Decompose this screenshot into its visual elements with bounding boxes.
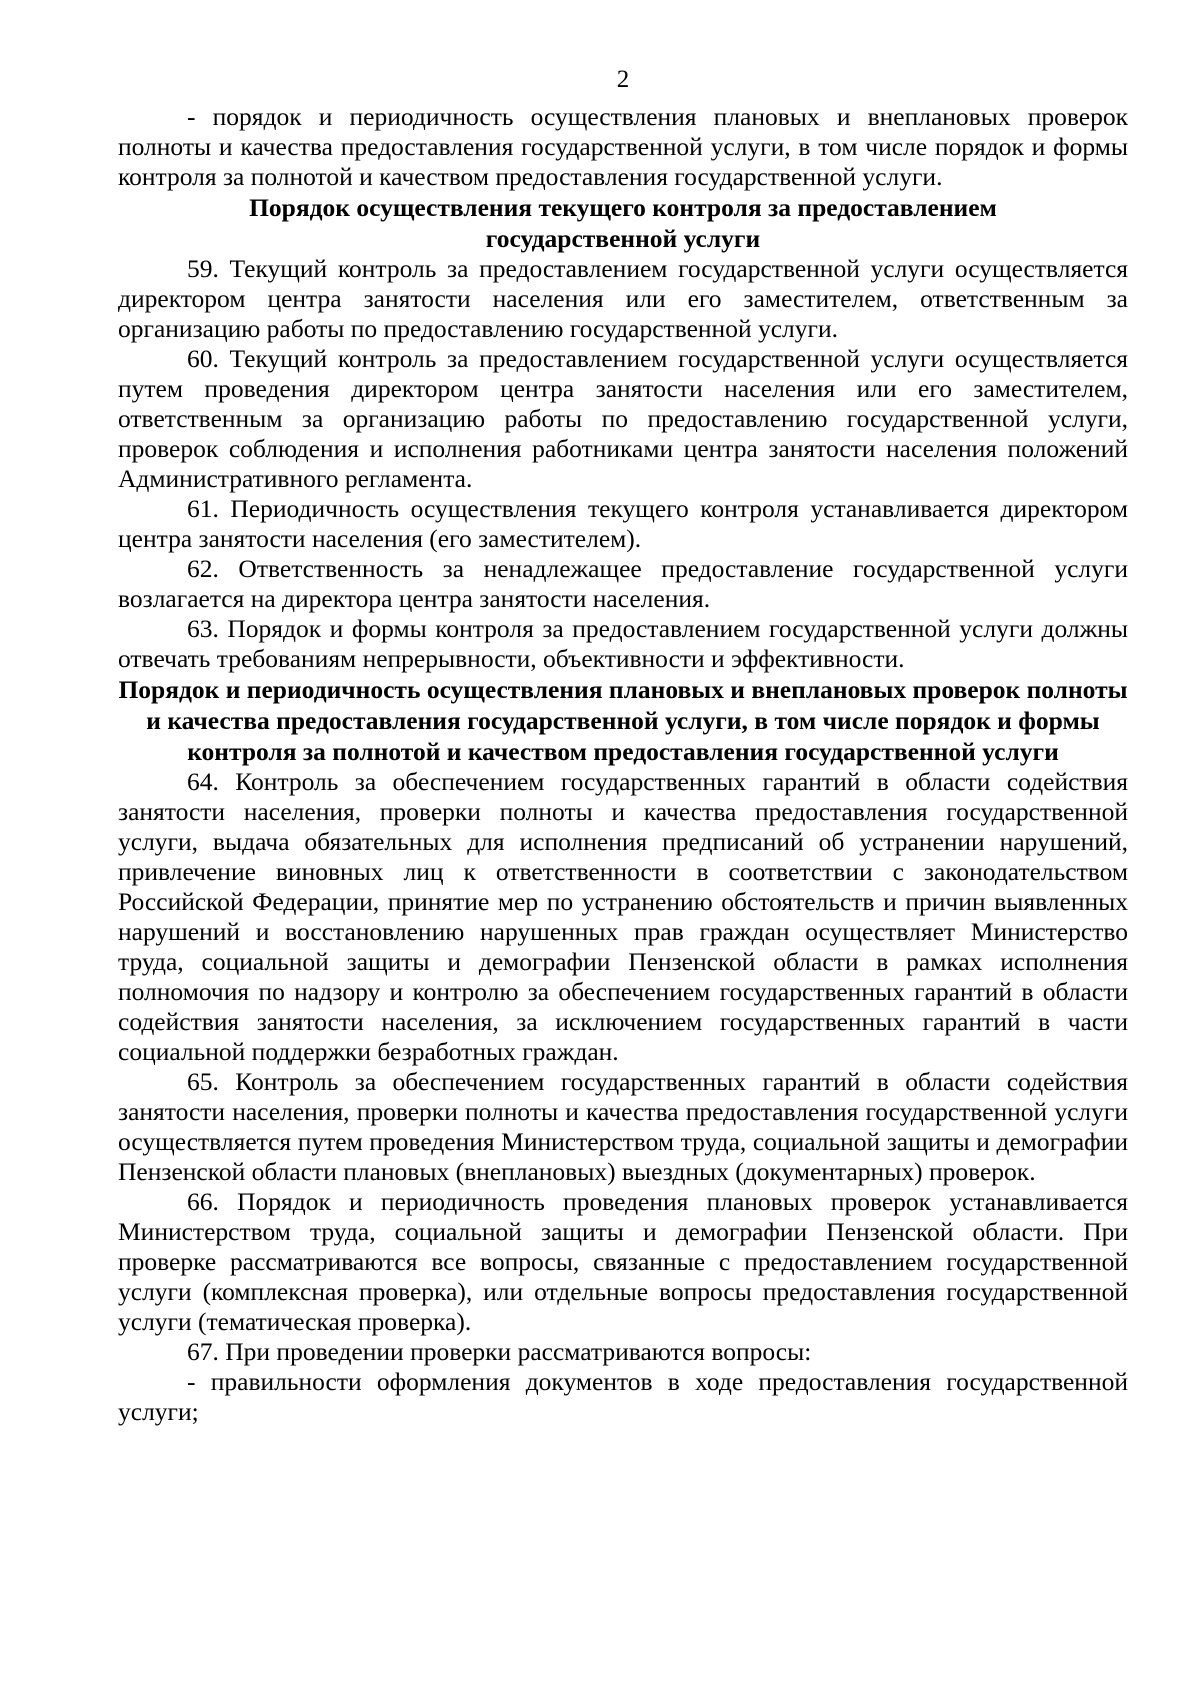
intro-paragraph: - порядок и периодичность осуществления плановых и внеплановых проверок полноты и качества предоставления государственной услуги, в том числе порядок и формы контроля за полнотой и качеством предоставления государственной услуги. [118, 102, 1128, 191]
paragraph-67-item-1: - правильности оформления документов в ходе предоставления государственной услуги; [118, 1367, 1128, 1426]
paragraph-63: 63. Порядок и формы контроля за предоставлением государственной услуги должны отвечать требованиям непрерывности, объективности и эффективности. [118, 614, 1128, 673]
section-heading-current-control: Порядок осуществления текущего контроля за предоставлением государственной услуги [249, 193, 997, 253]
document-page [118, 60, 1128, 1427]
paragraph-61: 61. Периодичность осуществления текущего контроля устанавливается директором центра занятости населения (его заместителем). [118, 494, 1128, 553]
paragraph-67: 67. При проведении проверки рассматриваются вопросы: [187, 1337, 812, 1366]
paragraph-64: 64. Контроль за обеспечением государственных гарантий в области содействия занятости населения, проверки полноты и качества предоставления государственной услуги, выдача обязательных для исполнения предписаний об устранении нарушений, привлечение виновных лиц к ответственности в соответствии с законодательством Российской Федерации, принятие мер по устранению обстоятельств и причин выявленных нарушений и восстановлению нарушенных прав граждан осуществляет Министерство труда, социальной защиты и демографии Пензенской области в рамках исполнения полномочия по надзору и контролю за обеспечением государственных гарантий в области содействия занятости населения, за исключением государственных гарантий в части социальной поддержки безработных граждан. [118, 767, 1128, 1066]
paragraph-65: 65. Контроль за обеспечением государственных гарантий в области содействия занятости населения, проверки полноты и качества предоставления государственной услуги осуществляется путем проведения Министерством труда, социальной защиты и демографии Пензенской области плановых (внеплановых) выездных (документарных) проверок. [118, 1067, 1128, 1186]
paragraph-66: 66. Порядок и периодичность проведения плановых проверок устанавливается Министерством труда, социальной защиты и демографии Пензенской области. При проверке рассматриваются все вопросы, связанные с предоставлением государственной услуги (комплексная проверка), или отдельные вопросы предоставления государственной услуги (тематическая проверка). [118, 1187, 1128, 1336]
paragraph-59: 59. Текущий контроль за предоставлением государственной услуги осуществляется директором центра занятости населения или его заместителем, ответственным за организацию работы по предоставлению государственной услуги. [118, 254, 1128, 343]
paragraph-62: 62. Ответственность за ненадлежащее предоставление государственной услуги возлагается на директора центра занятости населения. [118, 554, 1128, 613]
paragraph-60: 60. Текущий контроль за предоставлением государственной услуги осуществляется путем проведения директором центра занятости населения или его заместителем, ответственным за организацию работы по предоставлению государственной услуги, проверок соблюдения и исполнения работниками центра занятости населения положений Административного регламента. [118, 344, 1128, 493]
page-number: 2 [616, 66, 630, 93]
section-heading-inspections: Порядок и периодичность осуществления плановых и внеплановых проверок полноты и качества предоставления государственной услуги, в том числе порядок и формы контроля за полнотой и качеством предоставления государственной услуги [118, 675, 1128, 766]
